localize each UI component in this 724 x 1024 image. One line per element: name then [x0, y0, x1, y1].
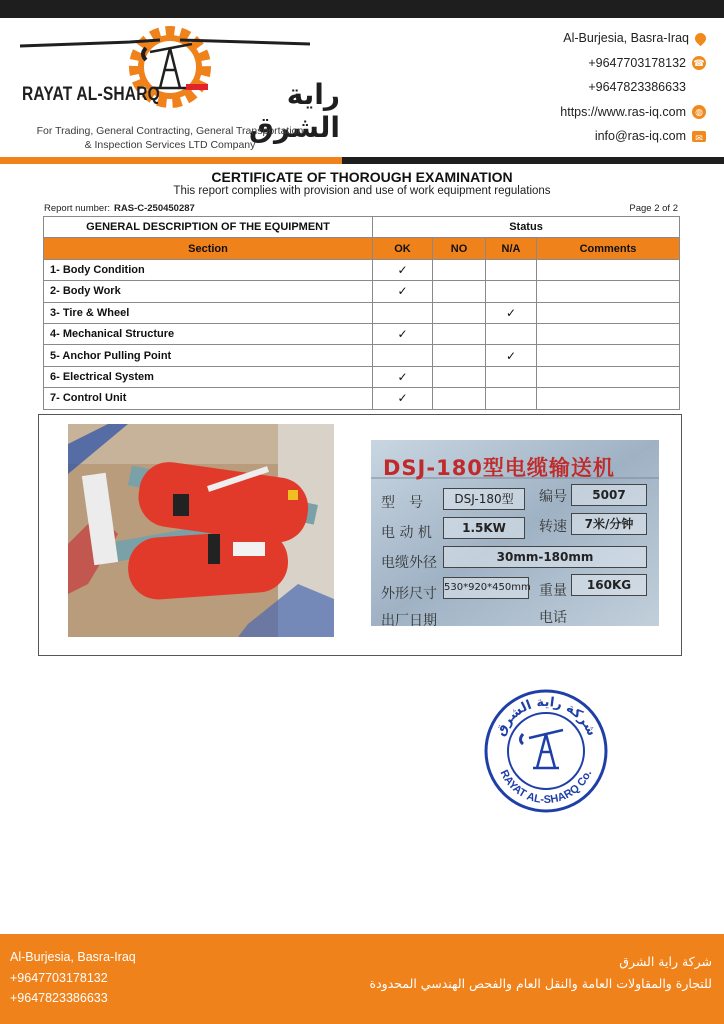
phone-2-text: +9647823386633: [588, 80, 686, 95]
nameplate-weight-label: 重量: [539, 583, 567, 599]
row-section: 1- Body Condition: [44, 259, 373, 280]
row-na: [486, 366, 537, 387]
header-divider: [0, 157, 724, 164]
col-section: Section: [44, 238, 373, 259]
email-link[interactable]: info@ras-iq.com: [594, 129, 686, 144]
col-comments: Comments: [537, 238, 680, 259]
nameplate-motor-value: 1.5KW: [443, 517, 525, 539]
row-na: [486, 323, 537, 344]
contact-email[interactable]: [446, 124, 706, 149]
row-section: 6- Electrical System: [44, 366, 373, 387]
inspection-table: [43, 216, 680, 410]
row-no: [433, 259, 486, 280]
table-row: [44, 302, 680, 323]
company-tagline: [10, 124, 330, 152]
row-ok: ✓: [373, 323, 433, 344]
stamp-arabic-text: شركة راية الشرق: [493, 694, 600, 739]
row-no: [433, 366, 486, 387]
equipment-description-header: GENERAL DESCRIPTION OF THE EQUIPMENT: [44, 217, 373, 238]
brand-name-arabic: راية الشرق: [248, 78, 340, 144]
nameplate-model-label: 型 号: [381, 495, 423, 511]
row-section: 3- Tire & Wheel: [44, 302, 373, 323]
row-na: [486, 388, 537, 409]
row-no: [433, 281, 486, 302]
cable-conveyor-photo-icon: [68, 424, 334, 637]
table-column-header: [44, 238, 680, 259]
footer-address: Al-Burjesia, Basra-Iraq: [10, 950, 136, 964]
nameplate-date-label: 出厂日期: [381, 613, 437, 626]
row-section: 5- Anchor Pulling Point: [44, 345, 373, 366]
certificate-title: CERTIFICATE OF THOROUGH EXAMINATION: [211, 169, 513, 185]
row-ok: [373, 302, 433, 323]
footer-contacts: [10, 947, 136, 1009]
row-section: 2- Body Work: [44, 281, 373, 302]
status-header: Status: [373, 217, 680, 238]
table-row: [44, 366, 680, 387]
table-group-header: [44, 217, 680, 238]
stamp-english-text: RAYAT AL-SHARQ Co.: [497, 768, 595, 807]
row-section: 7- Control Unit: [44, 388, 373, 409]
contact-phone-2[interactable]: [446, 75, 706, 100]
nameplate-size-label: 外形尺寸: [381, 586, 437, 602]
contact-phone-1[interactable]: [446, 51, 706, 76]
stamp-seal-icon: [483, 688, 609, 814]
nameplate-serial-value: 5007: [571, 484, 647, 506]
footer-company-name: شركة راية الشرق: [619, 954, 712, 969]
footer-company-description: للتجارة والمقاولات العامة والنقل العام والفحص الهندسي المحدودة: [369, 976, 712, 991]
row-section: 4- Mechanical Structure: [44, 323, 373, 344]
table-row: [44, 281, 680, 302]
row-ok: ✓: [373, 388, 433, 409]
page-footer: [0, 934, 724, 1024]
tagline-line-1: For Trading, General Contracting, General Transportation: [36, 125, 304, 137]
footer-phone-2[interactable]: +9647823386633: [10, 991, 108, 1005]
equipment-photo: [68, 424, 334, 637]
company-logo: [10, 22, 340, 152]
tagline-line-2: & Inspection Services LTD Company: [84, 139, 256, 151]
report-number-value: RAS-C-250450287: [114, 203, 195, 214]
row-no: [433, 388, 486, 409]
col-no: NO: [433, 238, 486, 259]
row-ok: ✓: [373, 259, 433, 280]
row-na: ✓: [486, 345, 537, 366]
nameplate-cable-value: 30mm-180mm: [443, 546, 647, 568]
row-ok: ✓: [373, 366, 433, 387]
company-stamp: [483, 688, 609, 814]
contact-address: [446, 26, 706, 51]
row-comments: [537, 323, 680, 344]
phone-1-text: +9647703178132: [588, 55, 686, 70]
certificate-subtitle: This report complies with provision and use of work equipment regulations: [173, 185, 551, 197]
col-ok: OK: [373, 238, 433, 259]
location-pin-icon: [693, 30, 709, 46]
nameplate-model-value: DSJ-180型: [443, 488, 525, 510]
row-no: [433, 302, 486, 323]
nameplate-cable-label: 电缆外径: [381, 555, 437, 571]
nameplate-speed-label: 转速: [539, 519, 567, 535]
nameplate-motor-label: 电 动 机: [381, 525, 432, 541]
divider-dark: [342, 157, 724, 164]
row-comments: [537, 366, 680, 387]
row-ok: ✓: [373, 281, 433, 302]
footer-company-arabic: [370, 951, 712, 995]
row-na: [486, 281, 537, 302]
row-comments: [537, 281, 680, 302]
row-comments: [537, 388, 680, 409]
nameplate-speed-value: 7米/分钟: [571, 513, 647, 535]
table-row: [44, 259, 680, 280]
svg-text:شركة راية الشرق: [493, 695, 599, 739]
top-dark-bar: [0, 0, 724, 18]
row-ok: [373, 345, 433, 366]
report-number-line: [44, 203, 195, 214]
col-na: N/A: [486, 238, 537, 259]
row-na: ✓: [486, 302, 537, 323]
divider-orange: [0, 157, 342, 164]
row-comments: [537, 259, 680, 280]
mail-icon: ✉: [692, 131, 706, 142]
page-number: Page 2 of 2: [629, 203, 678, 214]
header-contacts: [446, 26, 706, 149]
row-no: [433, 323, 486, 344]
row-comments: [537, 302, 680, 323]
table-row: [44, 323, 680, 344]
website-link[interactable]: https://www.ras-iq.com: [560, 104, 686, 119]
nameplate-weight-value: 160KG: [571, 574, 647, 596]
contact-website[interactable]: [446, 100, 706, 125]
report-number-label: Report number:: [44, 203, 111, 214]
phone-2-spacer: [692, 80, 706, 94]
row-no: [433, 345, 486, 366]
nameplate-phone-label: 电话: [539, 610, 567, 626]
table-row: [44, 388, 680, 409]
globe-icon: ◍: [692, 105, 706, 119]
nameplate-size-value: 530*920*450mm: [443, 577, 529, 599]
nameplate-title: DSJ-180型电缆输送机: [383, 456, 615, 480]
brand-name-english: RAYAT AL-SHARQ: [22, 84, 160, 105]
row-na: [486, 259, 537, 280]
equipment-photos: [38, 414, 682, 656]
nameplate-serial-label: 编号: [539, 489, 567, 505]
footer-phone-1[interactable]: +9647703178132: [10, 970, 108, 985]
table-row: [44, 345, 680, 366]
address-text: Al-Burjesia, Basra-Iraq: [563, 31, 689, 46]
nameplate-photo: [371, 440, 659, 626]
phone-icon: ☎: [693, 57, 705, 68]
row-comments: [537, 345, 680, 366]
